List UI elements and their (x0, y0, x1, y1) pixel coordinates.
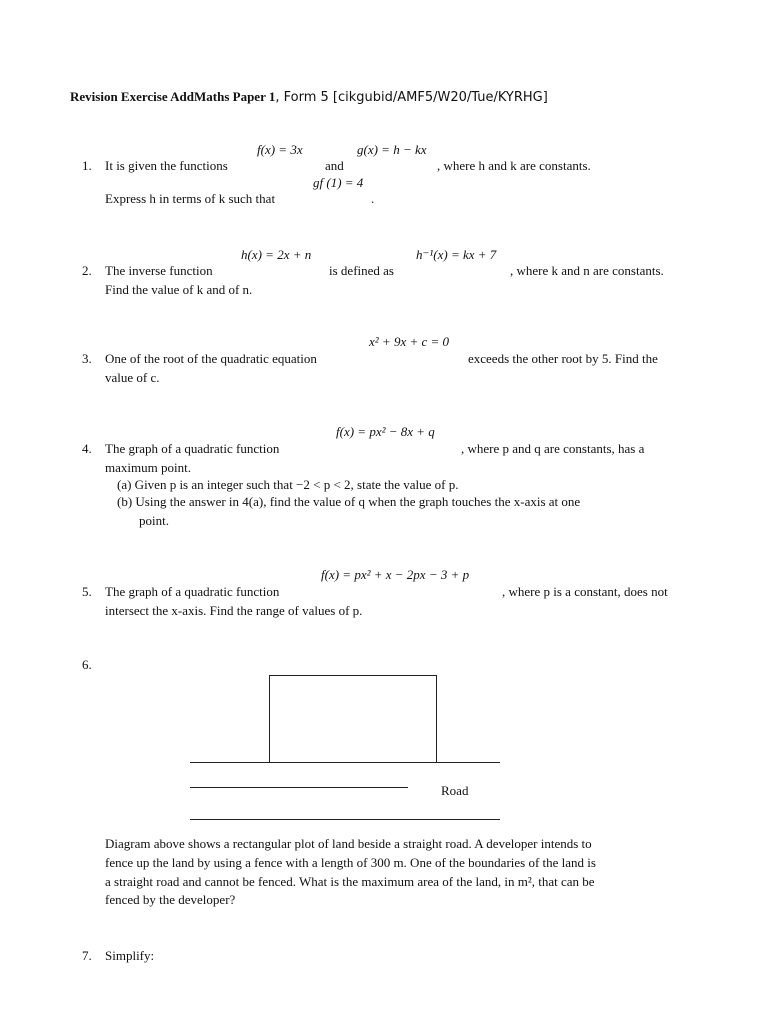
q2-text-b: is defined as (329, 263, 394, 278)
q4-text-b: , where p and q are constants, has a (461, 441, 645, 456)
road-edge-bottom (190, 819, 500, 820)
q6-text-3: a straight road and cannot be fenced. What is the maximum area of the land, in m², that can be (105, 874, 595, 889)
q3-math-eq: x² + 9x + c = 0 (369, 334, 450, 349)
q2-number: 2. (82, 263, 92, 278)
q2-text-a: The inverse function (105, 263, 213, 278)
q4-math-f: f(x) = px² − 8x + q (336, 424, 435, 439)
q4-part-b-line1: (b) Using the answer in 4(a), find the value of q when the graph touches the x-axis at one (117, 494, 581, 509)
q6-text-2: fence up the land by using a fence with a length of 300 m. One of the boundaries of the land is (105, 855, 596, 870)
q1-text-a: It is given the functions (105, 158, 228, 173)
road-label: Road (441, 783, 469, 798)
q1-math-f: f(x) = 3x (257, 142, 303, 157)
q2-math-hinv: h⁻¹(x) = kx + 7 (416, 247, 497, 262)
road-center-line (190, 787, 408, 788)
page-title (70, 89, 548, 105)
title-bold: Revision Exercise AddMaths Paper 1 (70, 89, 276, 104)
q5-text-a: The graph of a quadratic function (105, 584, 280, 599)
q3-text-b: exceeds the other root by 5. Find the (468, 351, 658, 366)
q4-text-c: maximum point. (105, 460, 191, 475)
q5-text-c: intersect the x-axis. Find the range of values of p. (105, 603, 363, 618)
q6-text-4: fenced by the developer? (105, 892, 236, 907)
q1-math-gf: gf (1) = 4 (313, 175, 364, 190)
q5-math-f: f(x) = px² + x − 2px − 3 + p (321, 567, 470, 582)
q7-text: Simplify: (105, 948, 155, 963)
title-rest: , Form 5 [cikgubid/AMF5/W20/Tue/KYRHG] (275, 90, 548, 105)
q5-number: 5. (82, 584, 92, 599)
q1-math-g: g(x) = h − kx (357, 142, 427, 157)
q1-text-c: , where h and k are constants. (437, 158, 591, 173)
q6-number: 6. (82, 657, 92, 672)
q7-number: 7. (82, 948, 92, 963)
q6-text-1: Diagram above shows a rectangular plot of land beside a straight road. A developer intends to (105, 836, 592, 851)
q4-number: 4. (82, 441, 92, 456)
road-edge-top (190, 762, 500, 763)
q1-number: 1. (82, 158, 92, 173)
q3-number: 3. (82, 351, 92, 366)
q4-text-a: The graph of a quadratic function (105, 441, 280, 456)
q4-part-b-line2: point. (139, 513, 169, 528)
q2-text-c: , where k and n are constants. (510, 263, 664, 278)
land-plot-rectangle (269, 675, 437, 763)
q1-text-d: Express h in terms of k such that (105, 191, 276, 206)
q3-text-a: One of the root of the quadratic equation (105, 351, 317, 366)
q2-text-d: Find the value of k and of n. (105, 282, 253, 297)
q2-math-h: h(x) = 2x + n (241, 247, 312, 262)
q4-part-a: (a) Given p is an integer such that −2 < p < 2, state the value of p. (117, 477, 459, 492)
q5-text-b: , where p is a constant, does not (502, 584, 668, 599)
q1-text-b: and (325, 158, 344, 173)
q1-text-e: . (371, 191, 375, 206)
q3-text-c: value of c. (105, 370, 160, 385)
